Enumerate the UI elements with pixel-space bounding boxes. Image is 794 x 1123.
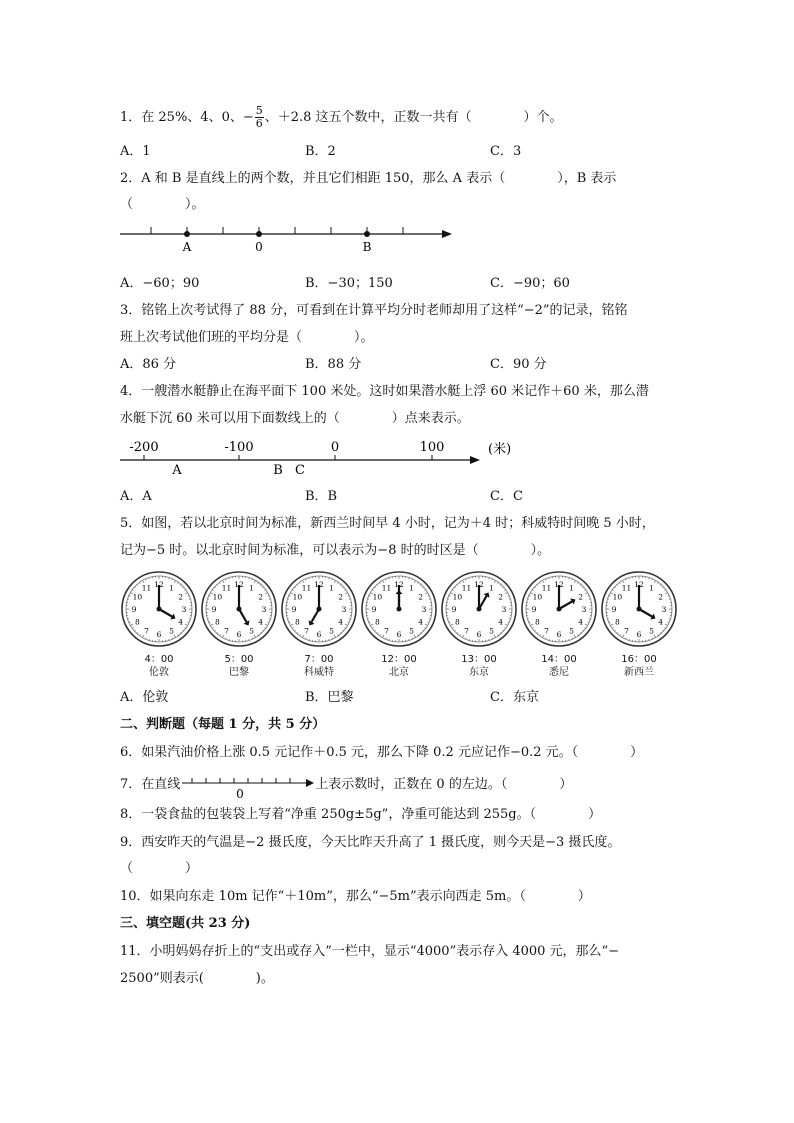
svg-text:4: 4 <box>338 617 344 627</box>
q4-option-a: A．A <box>120 489 152 504</box>
svg-text:9: 9 <box>371 605 377 614</box>
svg-text:9: 9 <box>531 605 537 614</box>
q3-line-1: 3．铭铭上次考试得了 88 分，可看到在计算平均分时老师却用了这样“−2”的记录，铭铭 <box>120 303 628 318</box>
svg-text:2: 2 <box>178 592 184 602</box>
q5-option-b: B．巴黎 <box>305 690 354 705</box>
svg-text:10: 10 <box>132 592 143 602</box>
svg-text:10: 10 <box>452 592 463 602</box>
q4-point-a: A <box>172 463 182 478</box>
svg-text:3: 3 <box>581 605 587 614</box>
svg-text:4: 4 <box>498 617 504 627</box>
q4-tick-neg100: -100 <box>224 440 254 455</box>
svg-text:6: 6 <box>236 630 242 639</box>
svg-text:3: 3 <box>341 605 347 614</box>
svg-text:10: 10 <box>372 592 383 602</box>
svg-text:7: 7 <box>144 626 149 636</box>
svg-text:4: 4 <box>178 617 184 627</box>
svg-text:7: 7 <box>464 626 469 636</box>
q4-tick-100: 100 <box>419 440 445 455</box>
svg-text:7: 7 <box>304 626 309 636</box>
svg-text:6: 6 <box>156 630 162 639</box>
q1-fraction <box>255 105 264 130</box>
q4-tick-zero: 0 <box>330 440 340 455</box>
svg-text:9: 9 <box>291 605 297 614</box>
svg-text:8: 8 <box>454 617 460 627</box>
q4-option-b: B．B <box>305 489 338 504</box>
svg-text:11: 11 <box>141 583 152 593</box>
q5-line-1: 5．如图，若以北京时间为标准，新西兰时间早 4 小时，记为＋4 时；科威特时间晚 5 小时， <box>120 516 655 531</box>
q1-frac-den: 6 <box>255 117 263 130</box>
q7-number-line <box>180 774 315 800</box>
svg-text:1: 1 <box>169 583 174 593</box>
question-10: 10．如果向东走 10m 记作“＋10m”，那么“−5m”表示向西走 5m。（ ） <box>120 889 591 904</box>
svg-text:10: 10 <box>292 592 303 602</box>
q2-line-1: 2．A 和 B 是直线上的两个数，并且它们相距 150，那么 A 表示（ ），B 表示 <box>120 171 617 186</box>
svg-text:3: 3 <box>261 605 267 614</box>
q3-option-c: C．90 分 <box>490 357 547 372</box>
clock-city-label: 科威特 <box>304 667 334 678</box>
svg-text:2: 2 <box>258 592 264 602</box>
clock-time-label: 16：00 <box>621 654 657 665</box>
svg-text:10: 10 <box>612 592 623 602</box>
q5-line-2: 记为−5 时。以北京时间为标准，可以表示为−8 时的时区是（ ）。 <box>120 543 551 558</box>
svg-text:9: 9 <box>131 605 137 614</box>
section-3-heading: 三、填空题(共 23 分) <box>120 916 251 931</box>
svg-text:9: 9 <box>211 605 217 614</box>
q4-tick-neg200: -200 <box>129 440 159 455</box>
clock-time-label: 4：00 <box>144 654 174 665</box>
clock-face <box>440 570 518 648</box>
q5-option-a: A．伦敦 <box>120 690 169 705</box>
svg-text:10: 10 <box>532 592 543 602</box>
q7-zero-label: 0 <box>236 787 245 800</box>
svg-text:2: 2 <box>418 592 424 602</box>
svg-text:6: 6 <box>636 630 642 639</box>
svg-text:11: 11 <box>221 583 232 593</box>
svg-text:12: 12 <box>314 580 324 589</box>
svg-text:5: 5 <box>249 626 254 636</box>
svg-text:12: 12 <box>554 580 564 589</box>
q1-option-c: C．3 <box>490 144 522 159</box>
svg-text:1: 1 <box>249 583 254 593</box>
q3-line-2: 班上次考试他们班的平均分是（ ）。 <box>120 330 374 345</box>
svg-text:2: 2 <box>498 592 504 602</box>
svg-text:5: 5 <box>409 626 414 636</box>
clock-city-label: 东京 <box>469 667 489 678</box>
svg-text:1: 1 <box>569 583 574 593</box>
svg-text:11: 11 <box>541 583 552 593</box>
q9-line-2: （ ） <box>120 861 199 876</box>
clock-city-label: 伦敦 <box>149 667 169 678</box>
svg-text:12: 12 <box>634 580 644 589</box>
svg-text:3: 3 <box>501 605 507 614</box>
q2-label-a: A <box>182 240 192 254</box>
svg-text:1: 1 <box>409 583 414 593</box>
svg-text:1: 1 <box>329 583 334 593</box>
q4-point-c: C <box>295 463 305 478</box>
q4-number-line <box>115 436 515 478</box>
q11-line-1: 11．小明妈妈存折上的“支出或存入”一栏中，显示“4000”表示存入 4000 元，那么“− <box>120 944 620 959</box>
svg-text:12: 12 <box>474 580 484 589</box>
svg-text:4: 4 <box>418 617 424 627</box>
clock-time-label: 5：00 <box>224 654 254 665</box>
svg-text:8: 8 <box>614 617 620 627</box>
clock-face <box>120 570 198 648</box>
clock-face <box>600 570 678 648</box>
clock-face <box>280 570 358 648</box>
svg-text:11: 11 <box>381 583 392 593</box>
q1-option-b: B．2 <box>305 144 336 159</box>
svg-text:6: 6 <box>316 630 322 639</box>
svg-text:7: 7 <box>624 626 629 636</box>
section-2-heading: 二、判断题（每题 1 分，共 5 分） <box>120 717 326 732</box>
svg-text:5: 5 <box>329 626 334 636</box>
q3-option-b: B．88 分 <box>305 357 362 372</box>
q1-text-pre: 1．在 25%、4、0、− <box>120 110 254 125</box>
clock-face <box>520 570 598 648</box>
svg-text:10: 10 <box>212 592 223 602</box>
svg-text:8: 8 <box>214 617 220 627</box>
question-7 <box>120 774 572 800</box>
svg-text:2: 2 <box>338 592 344 602</box>
q1-text-post: 、＋2.8 这五个数中，正数一共有（ ）个。 <box>264 110 563 125</box>
svg-text:5: 5 <box>169 626 174 636</box>
clock-time-label: 12：00 <box>381 654 417 665</box>
svg-text:11: 11 <box>301 583 312 593</box>
svg-text:7: 7 <box>384 626 389 636</box>
clock-city-label: 巴黎 <box>229 667 249 678</box>
svg-text:8: 8 <box>134 617 140 627</box>
svg-text:7: 7 <box>544 626 549 636</box>
svg-text:1: 1 <box>649 583 654 593</box>
svg-text:12: 12 <box>394 580 404 589</box>
svg-text:12: 12 <box>154 580 164 589</box>
svg-text:8: 8 <box>534 617 540 627</box>
clock-time-label: 13：00 <box>461 654 497 665</box>
svg-text:2: 2 <box>578 592 584 602</box>
clock-face <box>360 570 438 648</box>
q4-option-c: C．C <box>490 489 523 504</box>
q2-option-a: A．−60；90 <box>120 276 200 291</box>
svg-text:4: 4 <box>578 617 584 627</box>
svg-text:1: 1 <box>489 583 494 593</box>
svg-text:9: 9 <box>611 605 617 614</box>
svg-text:3: 3 <box>661 605 667 614</box>
svg-text:5: 5 <box>489 626 494 636</box>
q2-line-2: （ ）。 <box>120 197 205 212</box>
q11-line-2: 2500”则表示( )。 <box>120 971 274 986</box>
svg-text:8: 8 <box>294 617 300 627</box>
question-1 <box>120 105 563 130</box>
q2-option-b: B．−30；150 <box>305 276 393 291</box>
q4-line-2: 水艇下沉 60 米可以用下面数线上的（ ）点来表示。 <box>120 411 470 426</box>
q7-text-post: 上表示数时，正数在 0 的左边。（ ） <box>315 777 573 792</box>
svg-text:6: 6 <box>476 630 482 639</box>
clock-time-label: 14：00 <box>541 654 577 665</box>
q1-option-a: A．1 <box>120 144 151 159</box>
q3-option-a: A．86 分 <box>120 357 177 372</box>
svg-text:12: 12 <box>234 580 244 589</box>
q1-frac-num: 5 <box>255 104 263 117</box>
question-6: 6．如果汽油价格上涨 0.5 元记作＋0.5 元，那么下降 0.2 元应记作−0.2 元。（ ） <box>120 745 644 760</box>
svg-text:3: 3 <box>421 605 427 614</box>
svg-text:4: 4 <box>658 617 664 627</box>
svg-text:11: 11 <box>621 583 632 593</box>
q2-label-zero: 0 <box>255 240 263 254</box>
clock-city-label: 新西兰 <box>624 667 654 678</box>
question-8: 8．一袋食盐的包装袋上写着“净重 250g±5g”，净重可能达到 255g。（ ） <box>120 807 602 822</box>
svg-text:6: 6 <box>396 630 402 639</box>
svg-text:7: 7 <box>224 626 229 636</box>
clock-city-label: 北京 <box>389 667 409 678</box>
svg-text:5: 5 <box>569 626 574 636</box>
q7-text-pre: 7．在直线 <box>120 777 181 792</box>
svg-text:5: 5 <box>649 626 654 636</box>
q4-line-1: 4．一艘潜水艇静止在海平面下 100 米处。这时如果潜水艇上浮 60 米记作＋60 米，那么潜 <box>120 384 649 399</box>
clock-time-label: 7：00 <box>304 654 334 665</box>
svg-text:11: 11 <box>461 583 472 593</box>
clock-face <box>200 570 278 648</box>
q2-option-c: C．−90；60 <box>490 276 570 291</box>
svg-text:9: 9 <box>451 605 457 614</box>
svg-text:4: 4 <box>258 617 264 627</box>
svg-text:3: 3 <box>181 605 187 614</box>
svg-text:2: 2 <box>658 592 664 602</box>
q2-number-line <box>115 218 460 258</box>
q2-label-b: B <box>362 240 372 254</box>
svg-text:8: 8 <box>374 617 380 627</box>
q4-unit-label: (米) <box>488 442 512 457</box>
q9-line-1: 9．西安昨天的气温是−2 摄氏度，今天比昨天升高了 1 摄氏度，则今天是−3 摄氏度。 <box>120 835 621 850</box>
q4-point-b: B <box>273 463 283 478</box>
q5-option-c: C．东京 <box>490 690 539 705</box>
clock-city-label: 悉尼 <box>549 667 569 678</box>
svg-text:6: 6 <box>556 630 562 639</box>
